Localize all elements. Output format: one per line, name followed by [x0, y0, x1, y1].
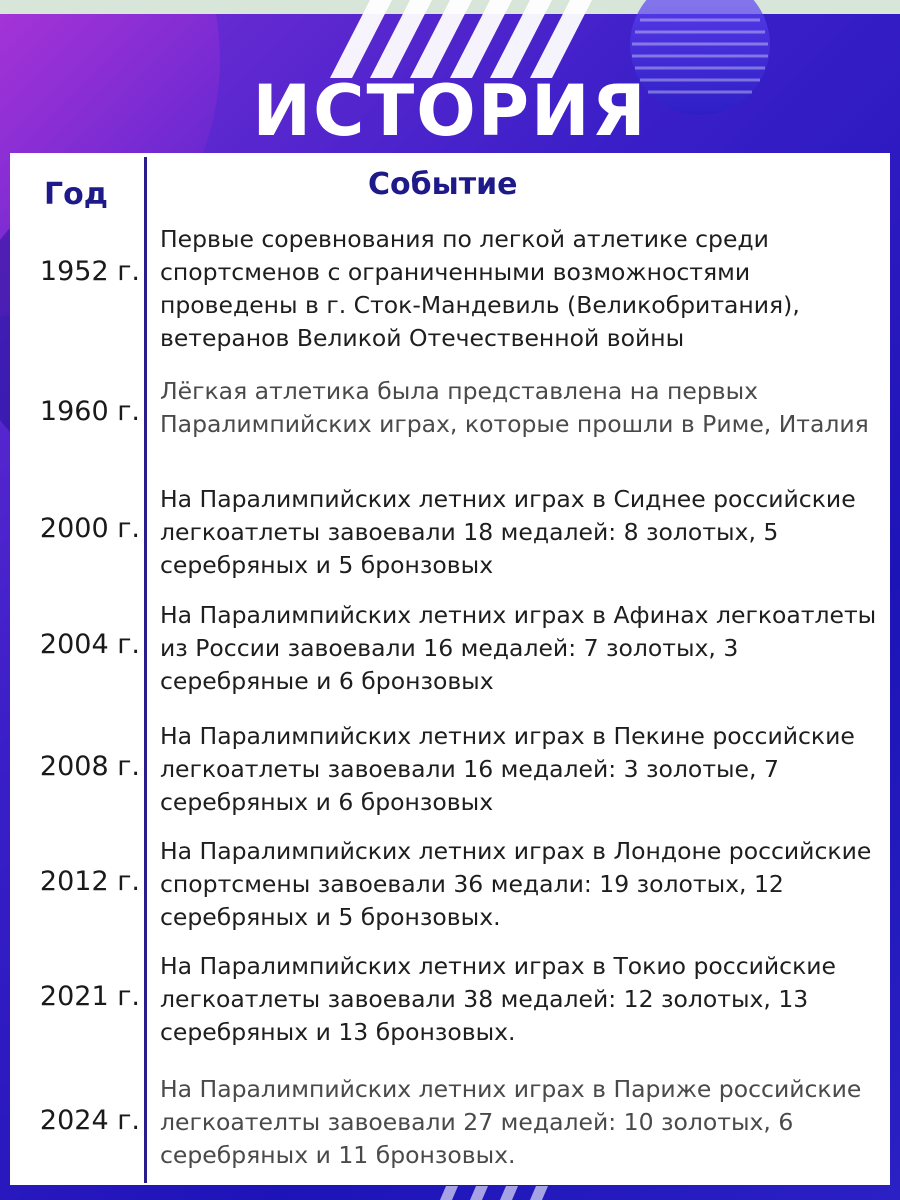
row-year: 1952 г.: [39, 256, 140, 287]
row-year: 2012 г.: [39, 866, 140, 897]
history-table: [10, 153, 890, 1185]
row-event: На Паралимпийских летних играх в Париже российские легкоателты завоевали 27 медалей: 10 золотых, 6 серебряных и 11 бронзовых.: [160, 1075, 862, 1169]
row-event: На Паралимпийских летних играх в Лондоне российские спортсмены завоевали 36 медали: 19 золотых, 12 серебряных и 5 бронзовых.: [160, 837, 872, 931]
row-event: На Паралимпийских летних играх в Сиднее российские легкоатлеты завоевали 18 медалей: 8 золотых, 5 серебряных и 5 бронзовых: [160, 485, 856, 579]
row-year: 2024 г.: [39, 1105, 140, 1136]
row-year: 2004 г.: [39, 629, 140, 660]
row-year: 2021 г.: [39, 981, 140, 1012]
row-event: На Паралимпийских летних играх в Пекине российские легкоатлеты завоевали 16 медалей: 3 золотые, 7 серебряных и 6 бронзовых: [160, 722, 855, 816]
row-event: На Паралимпийских летних играх в Токио российские легкоатлеты завоевали 38 медалей: 12 золотых, 13 серебряных и 13 бронзовых.: [160, 952, 837, 1046]
event-column-header: Событие: [368, 167, 518, 202]
row-event: Первые соревнования по легкой атлетике среди спортсменов с ограниченными возможностями проведены в г. Сток-Мандевиль (Великобритания), ветеранов Великой Отечественной войны: [160, 225, 800, 352]
row-event: На Паралимпийских летних играх в Афинах легкоатлеты из России завоевали 16 медалей: 7 золотых, 3 серебряные и 6 бронзовых: [160, 601, 877, 695]
row-year: 2008 г.: [39, 751, 140, 782]
row-event: Лёгкая атлетика была представлена на первых Паралимпийских играх, которые прошли в Риме, Италия: [160, 377, 869, 438]
column-divider: [144, 157, 147, 1183]
page-title: ИСТОРИЯ: [252, 70, 648, 152]
year-column-header: Год: [44, 177, 108, 212]
row-year: 1960 г.: [39, 396, 140, 427]
row-year: 2000 г.: [39, 513, 140, 544]
